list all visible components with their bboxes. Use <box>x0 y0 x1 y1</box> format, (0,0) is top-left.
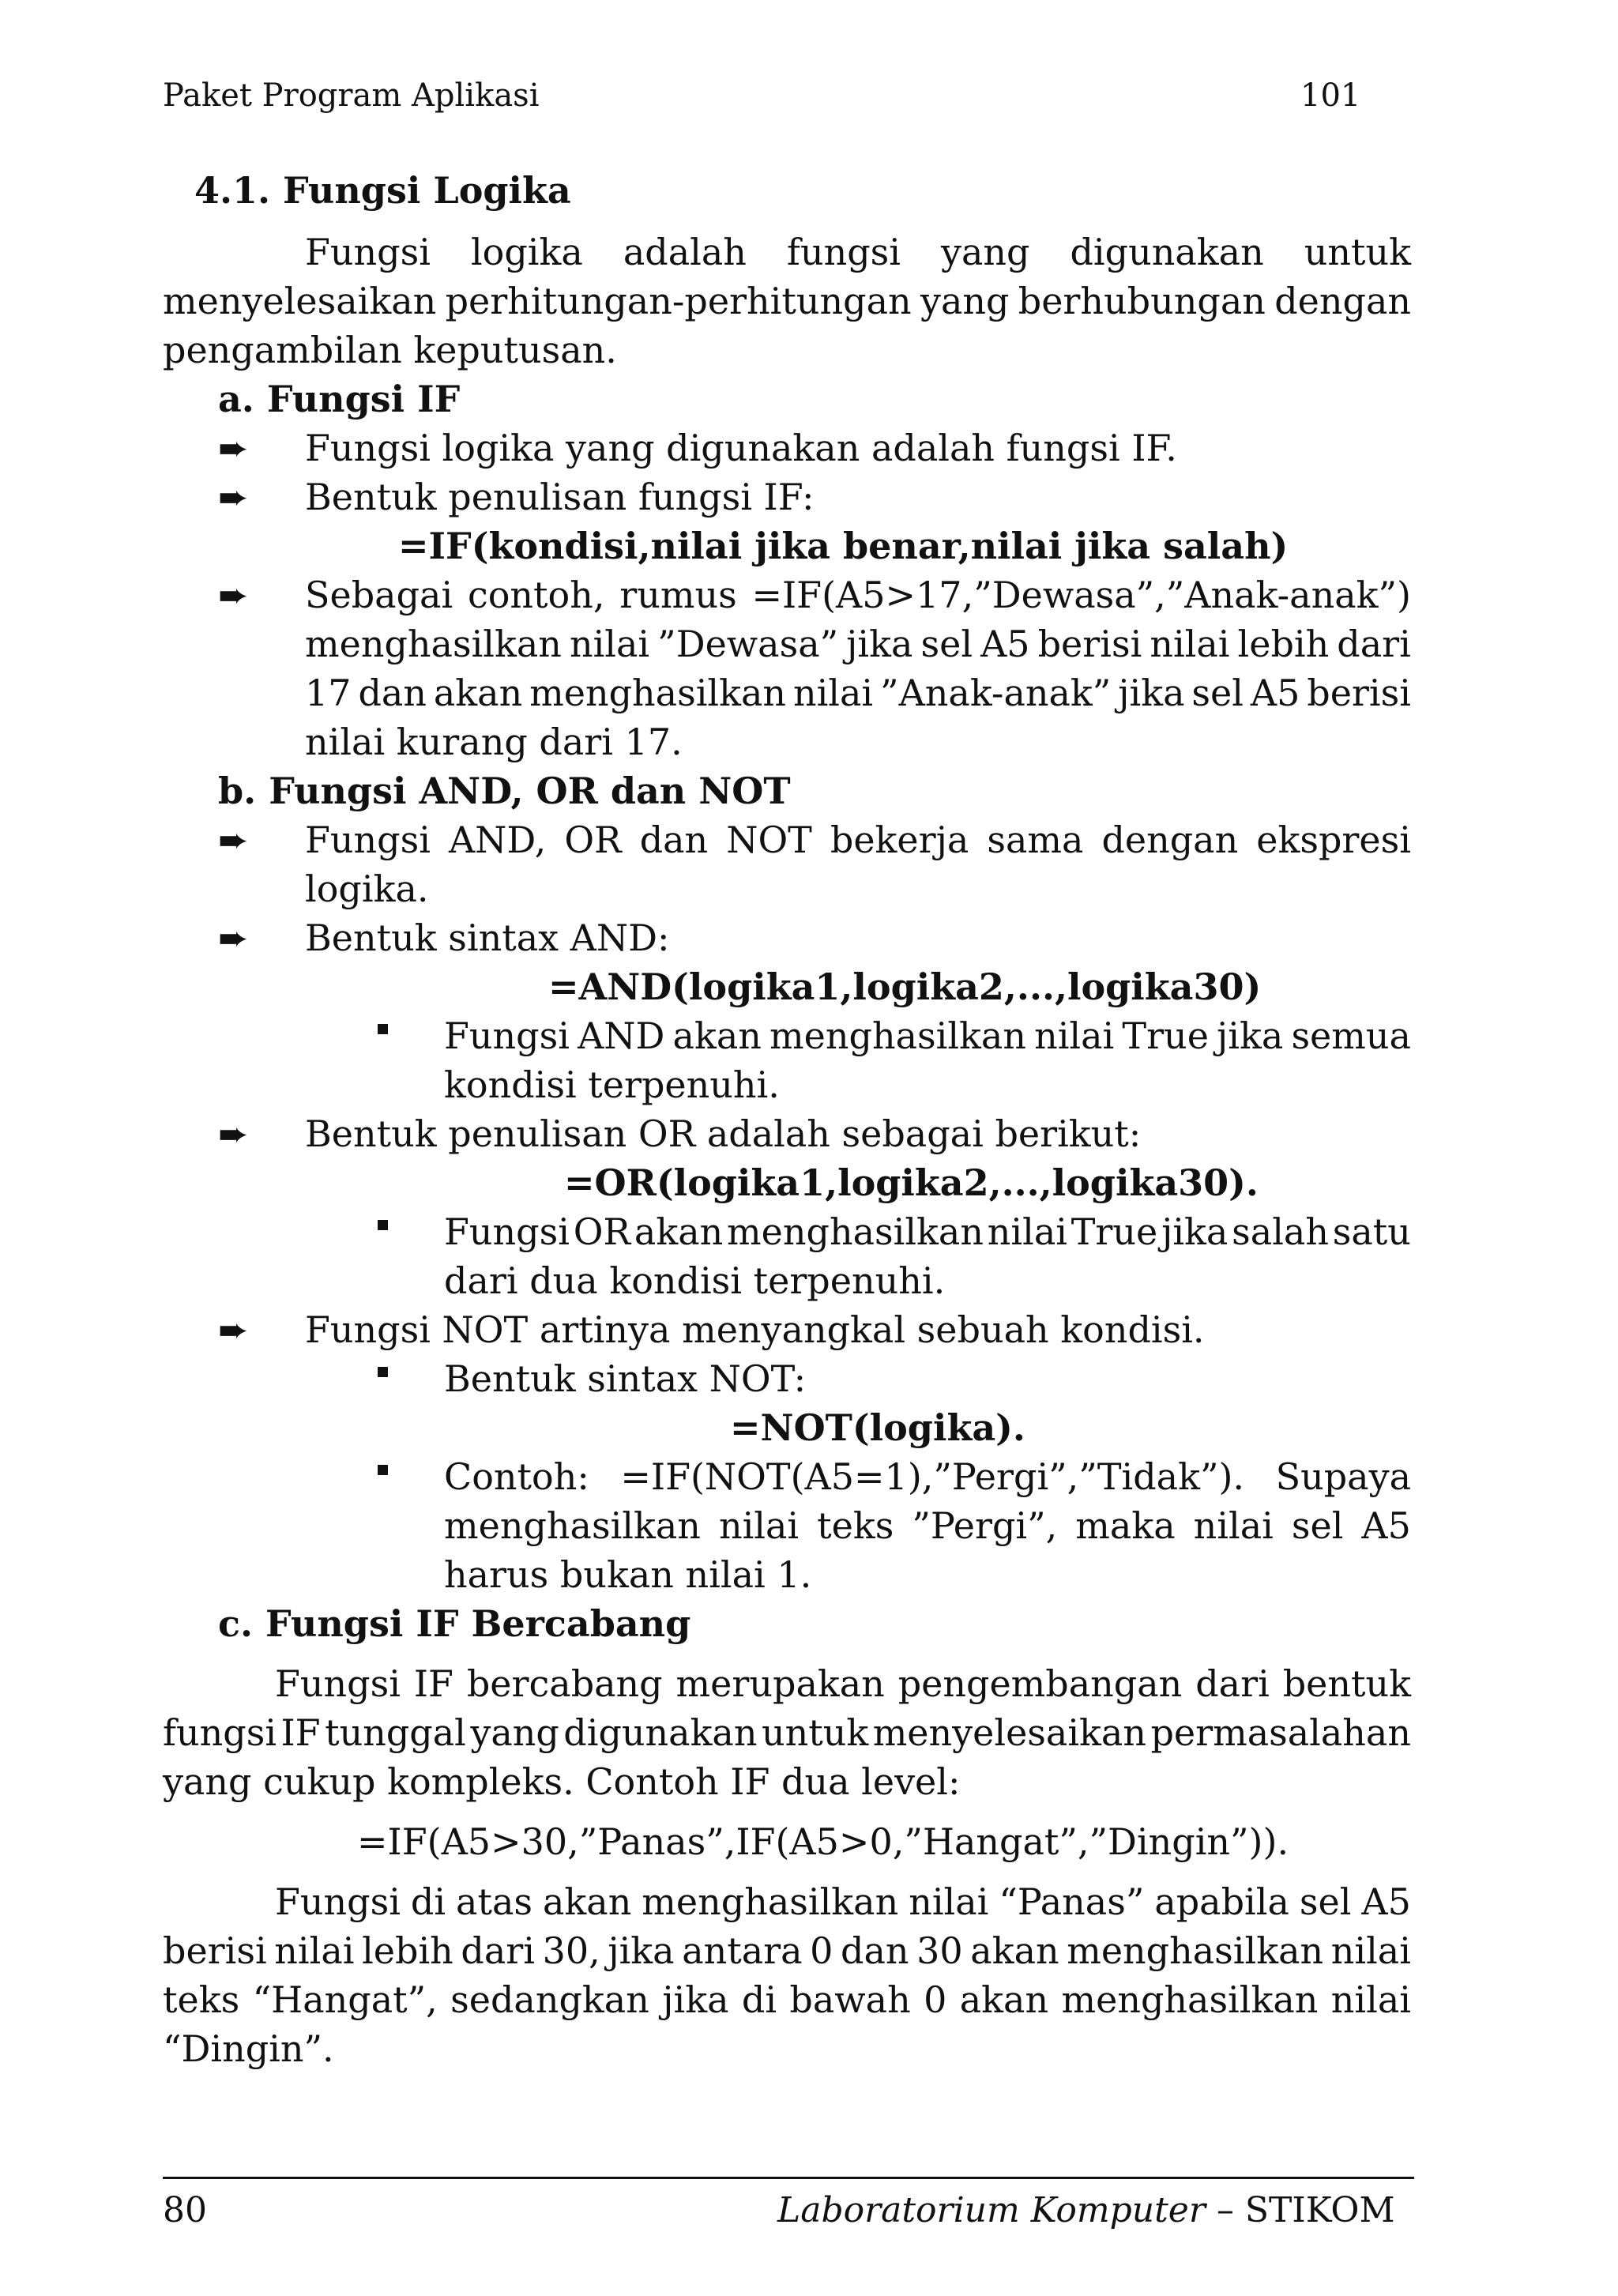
word: =IF(A5>17,”Dewasa”,”Anak-anak”) <box>751 574 1411 616</box>
word: sel <box>1291 1504 1344 1547</box>
or-note-line-2: dari dua kondisi terpenuhi. <box>444 1259 946 1302</box>
word: untuk <box>761 1711 869 1754</box>
word: berisi <box>1307 672 1411 714</box>
word: contoh, <box>467 574 605 616</box>
intro-line-2 <box>163 277 1411 326</box>
word: nilai <box>987 1210 1067 1253</box>
word: OR <box>564 819 622 861</box>
subsection-b-title: b. Fungsi AND, OR dan NOT <box>218 770 791 812</box>
word: di <box>741 1978 777 2021</box>
footer-rule <box>163 2177 1414 2179</box>
arrow-bullet-icon: ➨ <box>218 476 249 518</box>
word: ”Pergi”, <box>912 1504 1058 1547</box>
word: menyelesaikan <box>163 280 437 322</box>
word: jika <box>662 1978 729 2021</box>
word: jika <box>1161 1210 1229 1253</box>
word: digunakan <box>563 1711 758 1754</box>
arrow-bullet-icon: ➨ <box>218 917 249 959</box>
word: menghasilkan <box>769 1014 1026 1057</box>
word: A5 <box>1250 672 1300 714</box>
word: menghasilkan <box>642 1880 899 1923</box>
a-item-1: Fungsi logika yang digunakan adalah fungsi IF. <box>305 427 1177 469</box>
arrow-bullet-icon: ➨ <box>218 1308 249 1351</box>
word: jika <box>846 623 913 665</box>
or-formula: =OR(logika1,logika2,...,logika30). <box>564 1161 1259 1204</box>
word: dengan <box>1101 819 1239 861</box>
intro-line-3: pengambilan keputusan. <box>163 329 617 371</box>
a-item-3-line-1 <box>305 570 1411 619</box>
word: perhitungan-perhitungan <box>445 280 912 322</box>
and-note-line-2: kondisi terpenuhi. <box>444 1063 780 1106</box>
word: salah <box>1232 1210 1329 1253</box>
word: menghasilkan <box>1061 1978 1319 2021</box>
word: di <box>410 1880 446 1923</box>
word: logika <box>470 231 583 273</box>
footer-dash: – <box>1205 2190 1245 2230</box>
square-bullet-icon <box>378 1024 388 1034</box>
word: A5 <box>1361 1880 1411 1923</box>
word: semua <box>1291 1014 1411 1057</box>
word: permasalahan <box>1150 1711 1411 1754</box>
word: dan <box>639 819 709 861</box>
word: “Hangat”, <box>252 1978 438 2021</box>
word: True <box>1071 1210 1158 1253</box>
word: Contoh: <box>444 1455 589 1498</box>
word: yang <box>940 231 1030 273</box>
word: yang <box>470 1711 559 1754</box>
word: nilai <box>1034 1014 1115 1057</box>
running-header-page-number: 101 <box>1300 77 1361 114</box>
word: OR <box>573 1210 631 1253</box>
word: tunggal <box>325 1711 466 1754</box>
word: dan <box>358 672 427 714</box>
word: adalah <box>623 231 747 273</box>
a-item-3-line-4: nilai kurang dari 17. <box>305 721 683 763</box>
word: nilai <box>1150 623 1230 665</box>
word: dari <box>461 1929 535 1972</box>
footer-credit <box>777 2190 1395 2230</box>
word: antara <box>682 1929 803 1972</box>
word: nilai <box>909 1880 989 1923</box>
word: akan <box>433 672 523 714</box>
word: akan <box>959 1978 1049 2021</box>
c-para-1-line-2 <box>163 1708 1411 1757</box>
word: ekspresi <box>1256 819 1411 861</box>
word: fungsi <box>163 1711 277 1754</box>
c-para-1-line-1 <box>275 1659 1411 1708</box>
c-para-2-line-3 <box>163 1975 1411 2024</box>
not-sub-2-line-2 <box>444 1501 1411 1550</box>
word: atas <box>456 1880 532 1923</box>
word: teks <box>163 1978 240 2021</box>
word: dengan <box>1274 280 1411 322</box>
word: sedangkan <box>450 1978 649 2021</box>
b-item-4: Fungsi NOT artinya menyangkal sebuah kondisi. <box>305 1308 1205 1351</box>
footer-lab: Laboratorium Komputer <box>777 2190 1206 2230</box>
square-bullet-icon <box>378 1465 388 1475</box>
b-item-1-line-1 <box>305 815 1411 864</box>
subsection-c-title: c. Fungsi IF Bercabang <box>218 1602 691 1645</box>
word: yang <box>920 280 1010 322</box>
word: 30 <box>916 1929 963 1972</box>
word: menghasilkan <box>444 1504 701 1547</box>
word: bercabang <box>466 1662 663 1705</box>
word: menyelesaikan <box>872 1711 1146 1754</box>
word: bekerja <box>830 819 969 861</box>
word: 30, <box>542 1929 600 1972</box>
or-note-line-1 <box>444 1207 1411 1256</box>
not-sub-1: Bentuk sintax NOT: <box>444 1357 807 1400</box>
c-para-2-line-1 <box>275 1877 1411 1926</box>
word: Fungsi <box>275 1880 401 1923</box>
word: AND, <box>448 819 547 861</box>
b-item-1-line-2: logika. <box>305 868 429 910</box>
word: nilai <box>792 672 874 714</box>
square-bullet-icon <box>378 1220 388 1230</box>
word: 0 <box>924 1978 947 2021</box>
if-formula: =IF(kondisi,nilai jika benar,nilai jika salah) <box>398 525 1289 567</box>
b-item-2: Bentuk sintax AND: <box>305 917 670 959</box>
word: nilai <box>1193 1504 1274 1547</box>
word: A5 <box>980 623 1030 665</box>
and-formula: =AND(logika1,logika2,...,logika30) <box>548 965 1262 1008</box>
word: AND <box>578 1014 665 1057</box>
arrow-bullet-icon: ➨ <box>218 427 249 469</box>
word: teks <box>817 1504 894 1547</box>
word: 0 <box>810 1929 833 1972</box>
word: Fungsi <box>444 1014 570 1057</box>
not-formula: =NOT(logika). <box>730 1406 1025 1449</box>
word: dan <box>841 1929 909 1972</box>
word: apabila <box>1154 1880 1289 1923</box>
a-item-3-line-3 <box>305 668 1411 717</box>
word: berisi <box>163 1929 267 1972</box>
section-title: 4.1. Fungsi Logika <box>194 169 571 212</box>
word: Sebagai <box>305 574 453 616</box>
word: “Panas” <box>999 1880 1145 1923</box>
word: ”Dewasa” <box>657 623 839 665</box>
word: Fungsi <box>305 231 431 273</box>
square-bullet-icon <box>378 1367 388 1377</box>
word: digunakan <box>1070 231 1264 273</box>
word: berisi <box>1037 623 1142 665</box>
b-item-3: Bentuk penulisan OR adalah sebagai berikut: <box>305 1112 1142 1155</box>
word: nilai <box>1330 1929 1411 1972</box>
word: menghasilkan <box>305 623 562 665</box>
word: akan <box>542 1880 632 1923</box>
word: untuk <box>1304 231 1411 273</box>
arrow-bullet-icon: ➨ <box>218 574 249 616</box>
word: Fungsi <box>305 819 431 861</box>
word: sel <box>1191 672 1244 714</box>
a-item-2: Bentuk penulisan fungsi IF: <box>305 476 815 518</box>
word: Fungsi <box>444 1210 570 1253</box>
word: menghasilkan <box>1067 1929 1324 1972</box>
footer-page-number: 80 <box>163 2190 207 2230</box>
word: maka <box>1075 1504 1176 1547</box>
not-sub-2-line-3: harus bukan nilai 1. <box>444 1553 812 1596</box>
word: NOT <box>726 819 812 861</box>
word: IF <box>280 1711 321 1754</box>
word: IF <box>413 1662 453 1705</box>
word: jika <box>1217 1014 1284 1057</box>
word: nilai <box>1330 1978 1411 2021</box>
nested-if-formula: =IF(A5>30,”Panas”,IF(A5>0,”Hangat”,”Dingin”)). <box>357 1820 1289 1863</box>
word: menghasilkan <box>529 672 787 714</box>
word: Supaya <box>1275 1455 1411 1498</box>
word: sama <box>987 819 1084 861</box>
word: pengembangan <box>897 1662 1183 1705</box>
word: 17 <box>305 672 352 714</box>
word: True <box>1122 1014 1209 1057</box>
word: fungsi <box>786 231 901 273</box>
word: jika <box>1118 672 1185 714</box>
word: ”Anak-anak” <box>880 672 1112 714</box>
word: nilai <box>718 1504 800 1547</box>
not-sub-2-line-1 <box>444 1452 1411 1501</box>
word: satu <box>1332 1210 1411 1253</box>
word: sel <box>920 623 973 665</box>
word: bawah <box>789 1978 911 2021</box>
word: akan <box>634 1210 724 1253</box>
word: bentuk <box>1282 1662 1411 1705</box>
word: akan <box>970 1929 1059 1972</box>
word: dari <box>1195 1662 1270 1705</box>
word: nilai <box>569 623 650 665</box>
word: merupakan <box>675 1662 885 1705</box>
word: menghasilkan <box>727 1210 984 1253</box>
a-item-3-line-2 <box>305 619 1411 668</box>
word: nilai <box>274 1929 355 1972</box>
word: dari <box>1337 623 1411 665</box>
word: sel <box>1299 1880 1352 1923</box>
word: lebih <box>362 1929 453 1972</box>
word: =IF(NOT(A5=1),”Pergi”,”Tidak”). <box>620 1455 1245 1498</box>
c-para-2-line-2 <box>163 1926 1411 1975</box>
subsection-a-title: a. Fungsi IF <box>218 378 461 420</box>
running-header-title: Paket Program Aplikasi <box>163 77 540 114</box>
word: lebih <box>1237 623 1330 665</box>
word: Fungsi <box>275 1662 401 1705</box>
arrow-bullet-icon: ➨ <box>218 1112 249 1155</box>
word: berhubungan <box>1018 280 1266 322</box>
intro-line-1 <box>305 228 1411 277</box>
word: A5 <box>1361 1504 1411 1547</box>
c-para-1-line-3: yang cukup kompleks. Contoh IF dua level: <box>163 1760 961 1803</box>
arrow-bullet-icon: ➨ <box>218 819 249 861</box>
c-para-2-line-4: “Dingin”. <box>163 2027 334 2070</box>
word: jika <box>608 1929 675 1972</box>
and-note-line-1 <box>444 1011 1411 1060</box>
word: rumus <box>619 574 737 616</box>
footer-org: STIKOM <box>1244 2190 1395 2230</box>
word: akan <box>672 1014 762 1057</box>
